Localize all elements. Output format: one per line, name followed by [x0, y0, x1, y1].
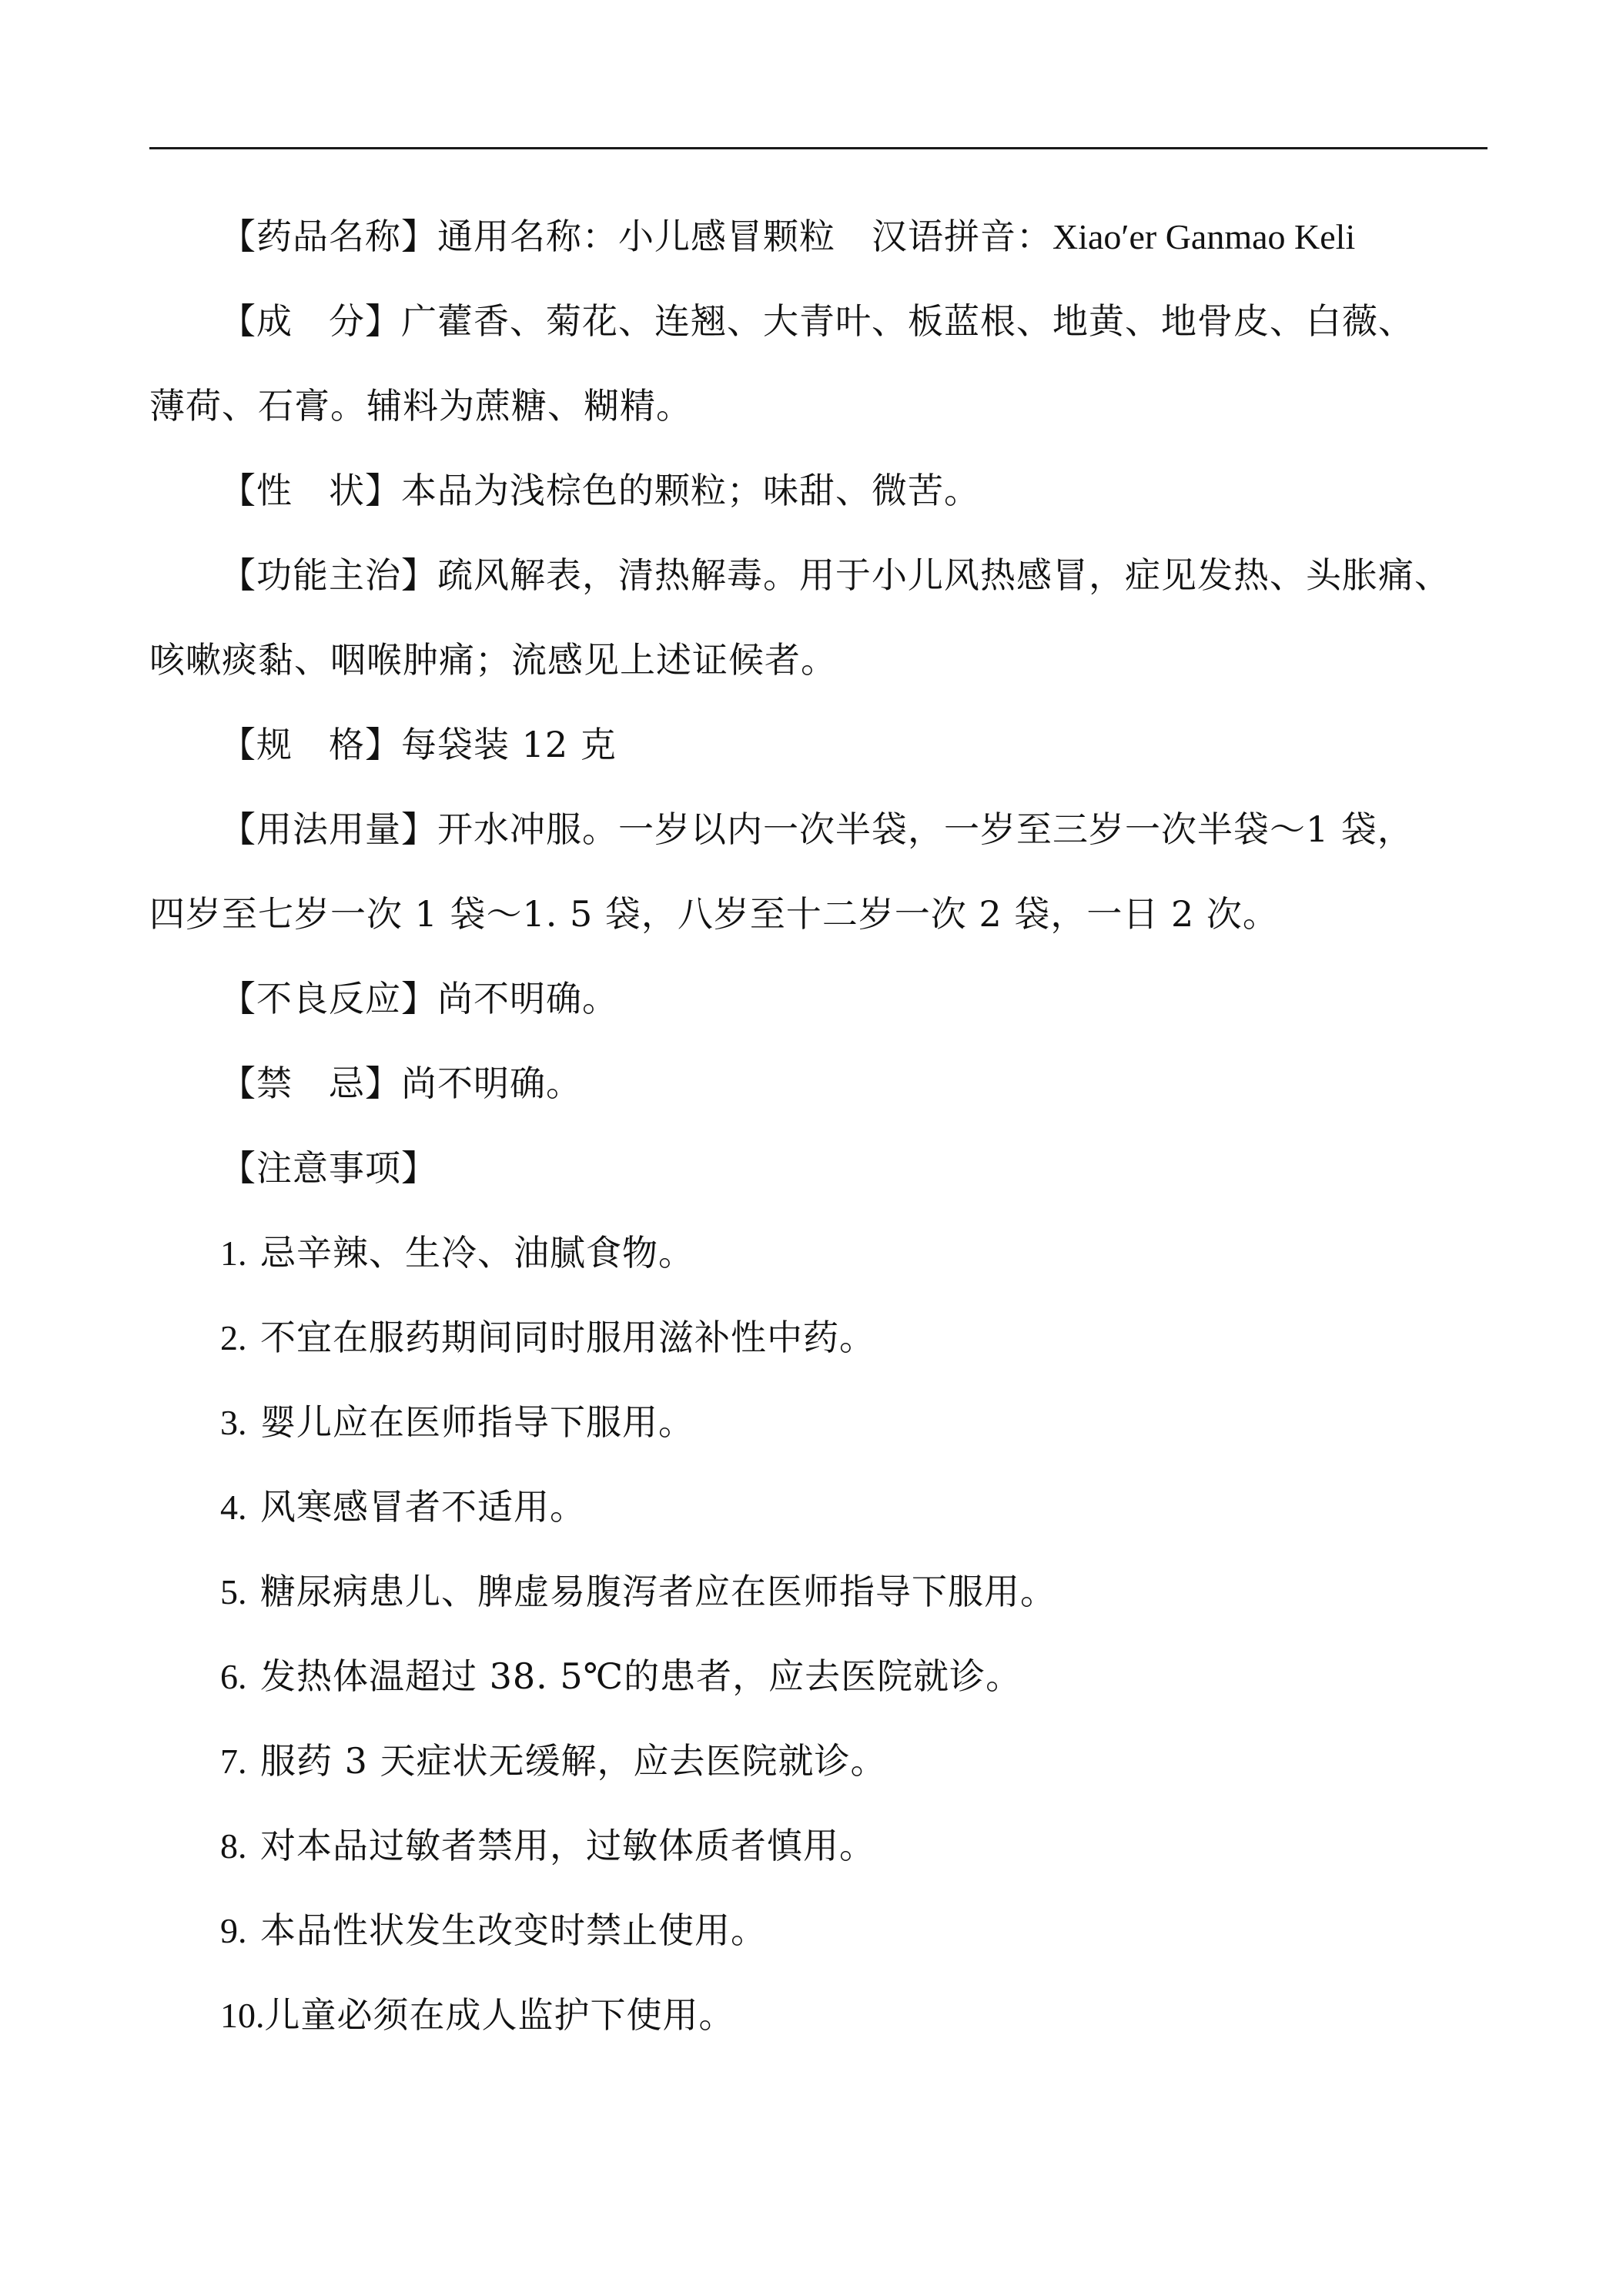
- adverse-reactions-section: [149, 956, 1487, 1041]
- precaution-text: 糖尿病患儿、脾虚易腹泻者应在医师指导下服用。: [260, 1571, 1056, 1612]
- precaution-number: 7.: [220, 1742, 247, 1781]
- indications-label: 【功能主治】: [220, 554, 437, 596]
- adverse-reactions-text: 尚不明确。: [437, 978, 618, 1019]
- precaution-item: [149, 1634, 1487, 1719]
- precaution-item: [149, 1210, 1487, 1295]
- indications-text-line1: 疏风解表，清热解毒。用于小儿风热感冒，症见发热、头胀痛、: [437, 554, 1451, 596]
- indications-continuation: [149, 618, 1487, 702]
- precautions-heading: [149, 1126, 1487, 1210]
- contraindications-label: 【禁 忌】: [220, 1063, 401, 1104]
- precaution-item: [149, 1803, 1487, 1888]
- precaution-number: 3.: [220, 1403, 247, 1442]
- precaution-text: 本品性状发生改变时禁止使用。: [260, 1909, 767, 1951]
- ingredients-continuation: [149, 363, 1487, 448]
- precaution-text: 忌辛辣、生冷、油腻食物。: [260, 1232, 694, 1274]
- drug-name-section: [149, 194, 1487, 279]
- precaution-item: [149, 1464, 1487, 1549]
- precaution-text: 不宜在服药期间同时服用滋补性中药。: [260, 1317, 875, 1358]
- drug-name-text: 通用名称：小儿感冒颗粒 汉语拼音：: [437, 216, 1052, 257]
- ingredients-section: [149, 279, 1487, 363]
- appearance-label: 【性 状】: [220, 470, 401, 511]
- precaution-text: 风寒感冒者不适用。: [260, 1486, 586, 1528]
- drug-name-pinyin: Xiao′er Ganmao Keli: [1052, 217, 1356, 256]
- header-rule: [149, 147, 1487, 149]
- precaution-number: 2.: [220, 1318, 247, 1357]
- precaution-text: 婴儿应在医师指导下服用。: [260, 1401, 694, 1443]
- precaution-text: 发热体温超过 38. 5℃的患者，应去医院就诊。: [260, 1655, 1022, 1697]
- ingredients-text-line1: 广藿香、菊花、连翘、大青叶、板蓝根、地黄、地骨皮、白薇、: [401, 300, 1414, 342]
- precaution-text: 对本品过敏者禁用，过敏体质者慎用。: [260, 1825, 875, 1866]
- precaution-item: [149, 1549, 1487, 1634]
- precaution-number: 10.: [220, 1996, 265, 2035]
- adverse-reactions-label: 【不良反应】: [220, 978, 437, 1019]
- appearance-section: [149, 448, 1487, 533]
- precaution-text: 服药 3 天症状无缓解，应去医院就诊。: [260, 1740, 887, 1782]
- precaution-number: 4.: [220, 1488, 247, 1527]
- precautions-label: 【注意事项】: [220, 1147, 437, 1189]
- contraindications-section: [149, 1041, 1487, 1126]
- ingredients-text-line2: 薄荷、石膏。辅料为蔗糖、糊精。: [149, 385, 692, 427]
- dosage-text-line2: 四岁至七岁一次 1 袋～1. 5 袋，八岁至十二岁一次 2 袋，一日 2 次。: [149, 893, 1279, 935]
- precaution-item: [149, 1295, 1487, 1380]
- dosage-text-line1: 开水冲服。一岁以内一次半袋，一岁至三岁一次半袋～1 袋，: [437, 808, 1414, 850]
- precaution-item: [149, 1380, 1487, 1464]
- precaution-item: [149, 1888, 1487, 1973]
- specification-label: 【规 格】: [220, 724, 401, 765]
- precaution-item: [149, 1973, 1487, 2057]
- dosage-label: 【用法用量】: [220, 808, 437, 850]
- precaution-item: [149, 1719, 1487, 1803]
- precaution-number: 6.: [220, 1657, 247, 1696]
- precaution-number: 9.: [220, 1911, 247, 1950]
- precaution-number: 1.: [220, 1233, 247, 1273]
- contraindications-text: 尚不明确。: [401, 1063, 582, 1104]
- indications-text-line2: 咳嗽痰黏、咽喉肿痛；流感见上述证候者。: [149, 639, 837, 681]
- dosage-continuation: [149, 872, 1487, 956]
- precaution-text: 儿童必须在成人监护下使用。: [264, 1994, 735, 2036]
- specification-section: [149, 702, 1487, 787]
- drug-name-label: 【药品名称】: [220, 216, 437, 257]
- precaution-number: 5.: [220, 1572, 247, 1612]
- dosage-section: [149, 787, 1487, 872]
- precaution-number: 8.: [220, 1826, 247, 1866]
- specification-text: 每袋装 12 克: [401, 724, 617, 765]
- indications-section: [149, 533, 1487, 618]
- ingredients-label: 【成 分】: [220, 300, 401, 342]
- appearance-text: 本品为浅棕色的颗粒；味甜、微苦。: [401, 470, 980, 511]
- drug-leaflet: [149, 194, 1487, 2057]
